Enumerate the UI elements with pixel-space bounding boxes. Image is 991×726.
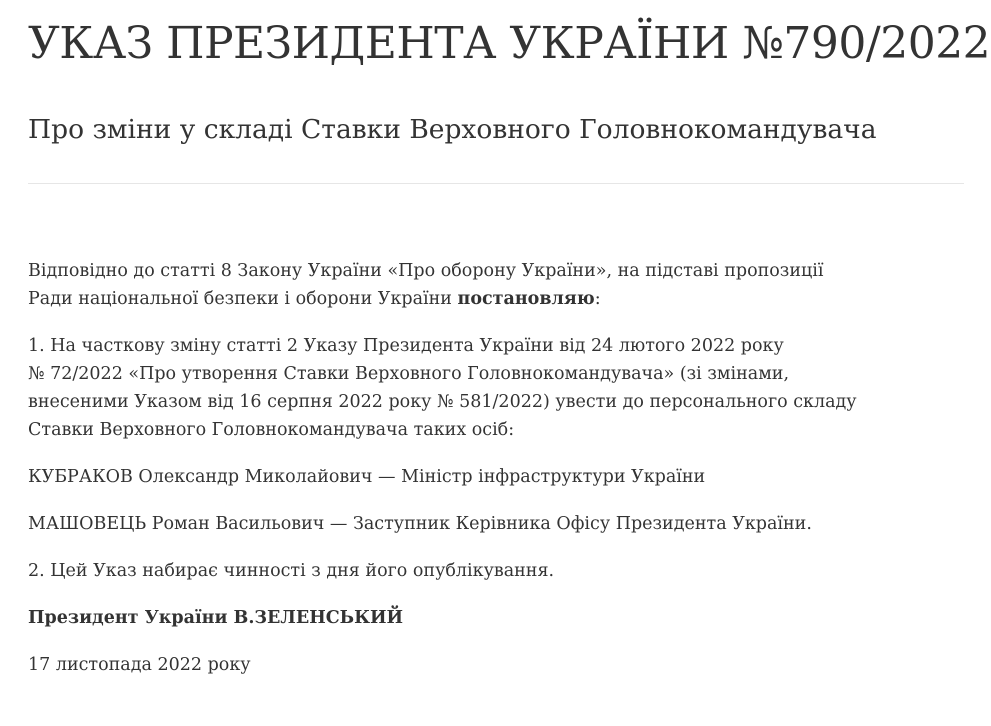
- decree-body: [28, 257, 973, 698]
- item-1-line-1: 1. На часткову зміну статті 2 Указу Президента України від 24 лютого 2022 року: [28, 336, 784, 356]
- divider: [28, 183, 964, 184]
- person-2: МАШОВЕЦЬ Роман Васильович — Заступник Керівника Офісу Президента України.: [28, 514, 812, 534]
- item-1-line-4: Ставки Верховного Головнокомандувача таких осіб:: [28, 420, 515, 440]
- decree-keyword: постановляю: [457, 289, 595, 309]
- signature: Президент України В.ЗЕЛЕНСЬКИЙ: [28, 608, 404, 628]
- page-subtitle: Про зміни у складі Ставки Верховного Головнокомандувача: [28, 114, 877, 145]
- preamble-line-2-suffix: :: [594, 289, 601, 309]
- person-1-paragraph: [28, 463, 973, 491]
- preamble-line-1: Відповідно до статті 8 Закону України «Про оборону України», на підставі пропозиції: [28, 261, 824, 281]
- date-paragraph: [28, 651, 973, 679]
- item-2-paragraph: [28, 557, 973, 585]
- item-2: 2. Цей Указ набирає чинності з дня його опублікування.: [28, 561, 555, 581]
- person-1: КУБРАКОВ Олександр Миколайович — Міністр інфраструктури України: [28, 467, 706, 487]
- item-1-paragraph: [28, 332, 973, 444]
- page-title: УКАЗ ПРЕЗИДЕНТА УКРАЇНИ №790/2022: [28, 18, 991, 69]
- decree-date: 17 листопада 2022 року: [28, 655, 251, 675]
- item-1-line-2: № 72/2022 «Про утворення Ставки Верховного Головнокомандувача» (зі змінами,: [28, 364, 790, 384]
- person-2-paragraph: [28, 510, 973, 538]
- item-1-line-3: внесеними Указом від 16 серпня 2022 року № 581/2022) увести до персонального складу: [28, 392, 857, 412]
- preamble-paragraph: [28, 257, 973, 313]
- signature-paragraph: [28, 604, 973, 632]
- preamble-line-2-text: Ради національної безпеки і оборони України: [28, 289, 458, 309]
- preamble-line-2: [28, 285, 973, 313]
